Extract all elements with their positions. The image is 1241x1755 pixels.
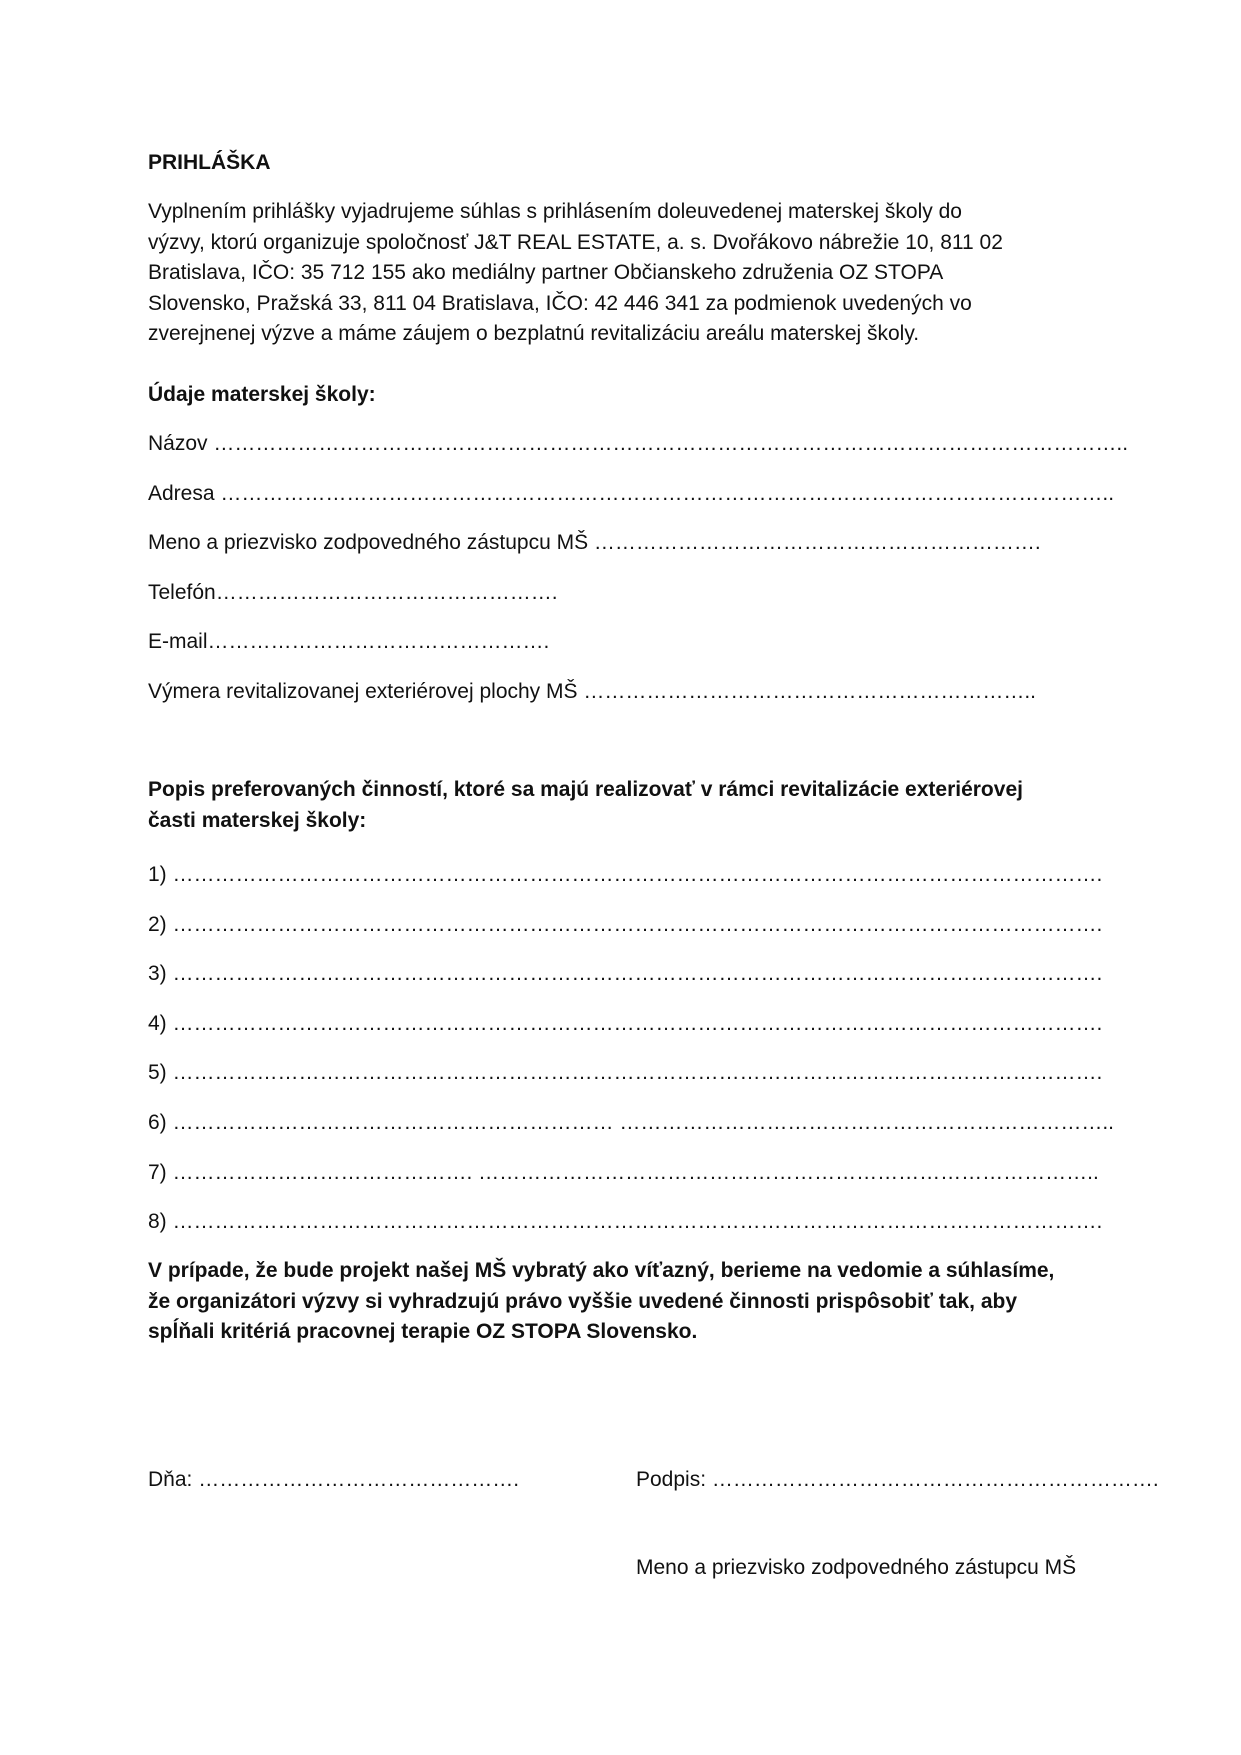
signature-caption: Meno a priezvisko zodpovedného zástupcu MŠ [636, 1556, 1077, 1579]
activities-section-heading [148, 775, 1023, 836]
intro-line: Bratislava, IČO: 35 712 155 ako mediálny partner Občianskeho združenia OZ STOPA [148, 261, 944, 284]
activity-item-8: 8) ……………………………………………………………………………………………………………………. [148, 1210, 1103, 1233]
phone-field: Telefón…………………………………………. [148, 581, 558, 604]
activity-item-4: 4) ……………………………………………………………………………………………………………………. [148, 1012, 1103, 1035]
school-name-field: Názov ………………………………………………………………………………………………………………….. [148, 432, 1129, 455]
intro-line: Vyplnením prihlášky vyjadrujeme súhlas s prihlásením doleuvedenej materskej školy do [148, 200, 962, 223]
email-field: E-mail…………………………………………. [148, 630, 550, 653]
activity-item-7: 7) ……………………………………. …………………………………………………………………………….. [148, 1161, 1099, 1184]
exterior-area-field: Výmera revitalizovanej exteriérovej plochy MŠ ……………………………………………………….. [148, 680, 1037, 703]
form-title: PRIHLÁŠKA [148, 151, 271, 174]
activities-heading-line: Popis preferovaných činností, ktoré sa majú realizovať v rámci revitalizácie exteriérovej [148, 778, 1023, 801]
activity-item-3: 3) ……………………………………………………………………………………………………………………. [148, 962, 1103, 985]
intro-line: výzvy, ktorú organizuje spoločnosť J&T REAL ESTATE, a. s. Dvořákovo nábrežie 10, 811 02 [148, 230, 1003, 254]
notice-line: V prípade, že bude projekt našej MŠ vybratý ako víťazný, berieme na vedomie a súhlasíme, [148, 1259, 1055, 1282]
school-section-heading: Údaje materskej školy: [148, 383, 376, 406]
intro-paragraph [148, 197, 1003, 350]
notice-paragraph [148, 1256, 1054, 1348]
signature-field: Podpis: ………………………………………………………. [636, 1468, 1159, 1491]
activities-heading-line: časti materskej školy: [148, 808, 367, 832]
intro-line: Slovensko, Pražská 33, 811 04 Bratislava, IČO: 42 446 341 za podmienok uvedených vo [148, 291, 972, 315]
activity-item-6: 6) ……………………………………………………… …………………………………………………………….. [148, 1111, 1115, 1134]
activity-item-1: 1) ……………………………………………………………………………………………………………………. [148, 863, 1103, 886]
activity-item-2: 2) ……………………………………………………………………………………………………………………. [148, 913, 1103, 936]
notice-line: že organizátori výzvy si vyhradzujú právo vyššie uvedené činnosti prispôsobiť tak, aby [148, 1289, 1018, 1313]
representative-name-field: Meno a priezvisko zodpovedného zástupcu MŠ ………………………………………………………. [148, 531, 1041, 554]
school-address-field: Adresa ……………………………………………………………………………………………………………….. [148, 482, 1115, 505]
activity-item-5: 5) ……………………………………………………………………………………………………………………. [148, 1061, 1103, 1084]
date-field: Dňa: ………………………………………. [148, 1468, 520, 1491]
notice-line: spĺňali kritériá pracovnej terapie OZ STOPA Slovensko. [148, 1320, 698, 1343]
intro-line: zverejnenej výzve a máme záujem o bezplatnú revitalizáciu areálu materskej školy. [148, 322, 920, 345]
